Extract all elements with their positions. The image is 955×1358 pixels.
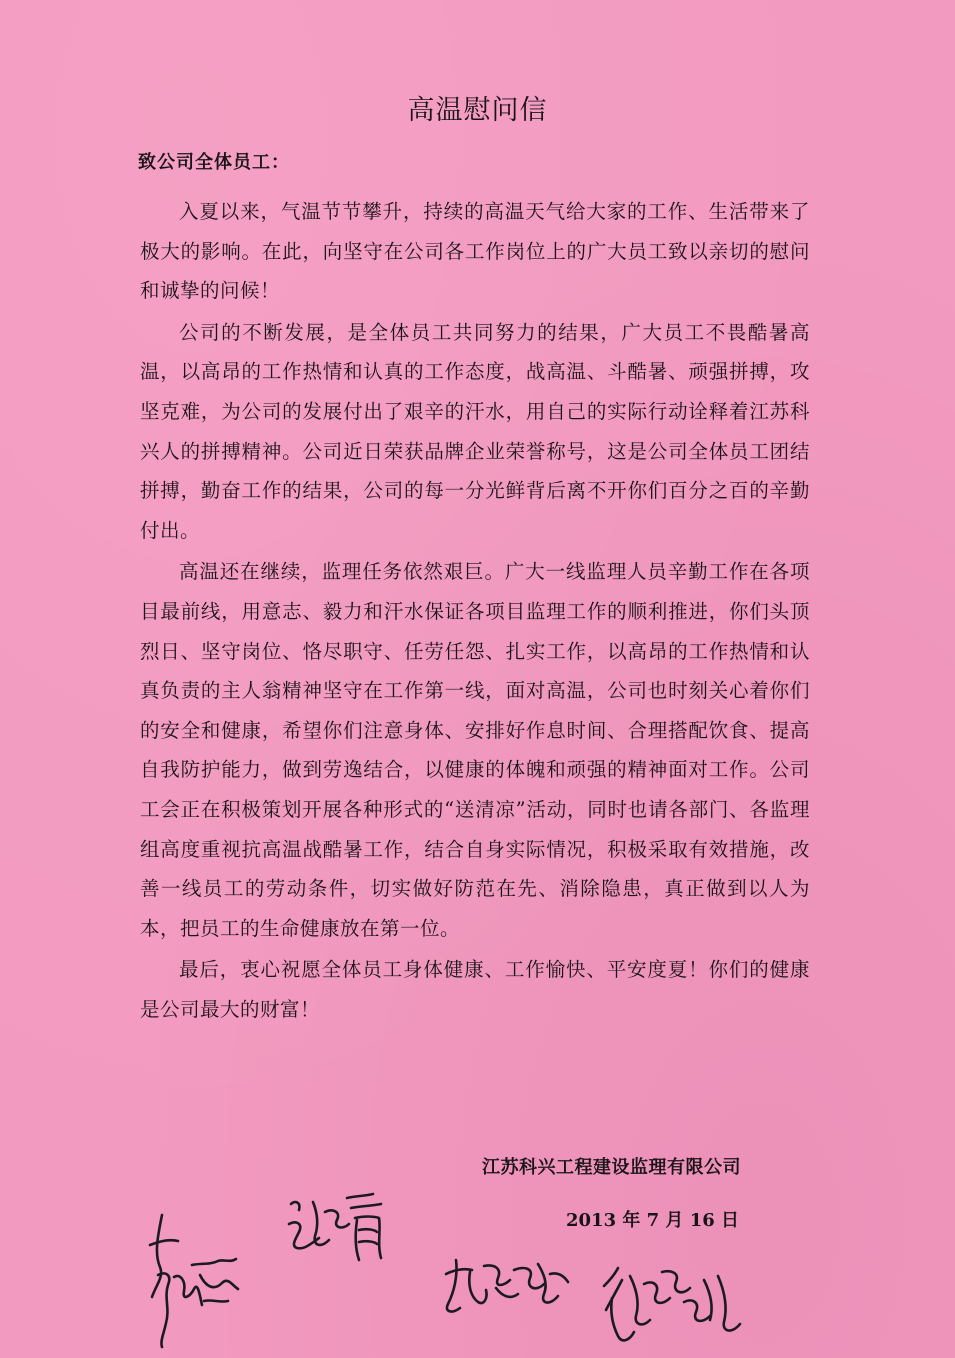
signature-2 <box>285 1190 400 1265</box>
letter-paragraph: 入夏以来，气温节节攀升，持续的高温天气给大家的工作、生活带来了极大的影响。在此，向坚守在公司各工作岗位上的广大员工致以亲切的慰问和诚挚的问候！ <box>140 200 810 303</box>
letter-date: 2013 年 7 月 16 日 <box>566 1210 740 1231</box>
letter-title: 高温慰问信 <box>407 95 548 126</box>
letter-body <box>140 192 810 1029</box>
signature-4 <box>600 1262 750 1347</box>
letter-paragraph: 最后，衷心祝愿全体员工身体健康、工作愉快、平安度夏！你们的健康是公司最大的财富！ <box>140 958 810 1021</box>
company-name: 江苏科兴工程建设监理有限公司 <box>482 1157 741 1178</box>
letter-greeting: 致公司全体员工： <box>138 152 290 173</box>
signature-3 <box>440 1252 575 1322</box>
letter-paragraph: 高温还在继续，监理任务依然艰巨。广大一线监理人员辛勤工作在各项目最前线，用意志、毅力和汗水保证各项目监理工作的顺利推进，你们头顶烈日、坚守岗位、恪尽职守、任劳任怨、扎实工作，以高昂的工作热情和认真负责的主人翁精神坚守在工作第一线，面对高温，公司也时刻关心着你们的安全和健康，希望你们注意身体、安排好作息时间、合理搭配饮食、提高自我防护能力，做到劳逸结合，以健康的体魄和顽强的精神面对工作。公司工会正在积极策划开展各种形式的“送清凉”活动，同时也请各部门、各监理组高度重视抗高温战酷暑工作，结合自身实际情况，积极采取有效措施，改善一线员工的劳动条件，切实做好防范在先、消除隐患，真正做到以人为本，把员工的生命健康放在第一位。 <box>140 560 810 940</box>
letter-paragraph: 公司的不断发展，是全体员工共同努力的结果，广大员工不畏酷暑高温，以高昂的工作热情和认真的工作态度，战高温、斗酷暑、顽强拼搏，攻坚克难，为公司的发展付出了艰辛的汗水，用自己的实际行动诠释着江苏科兴人的拼搏精神。公司近日荣获品牌企业荣誉称号，这是公司全体员工团结拼搏，勤奋工作的结果，公司的每一分光鲜背后离不开你们百分之百的辛勤付出。 <box>140 320 810 542</box>
signature-1 <box>140 1205 250 1350</box>
